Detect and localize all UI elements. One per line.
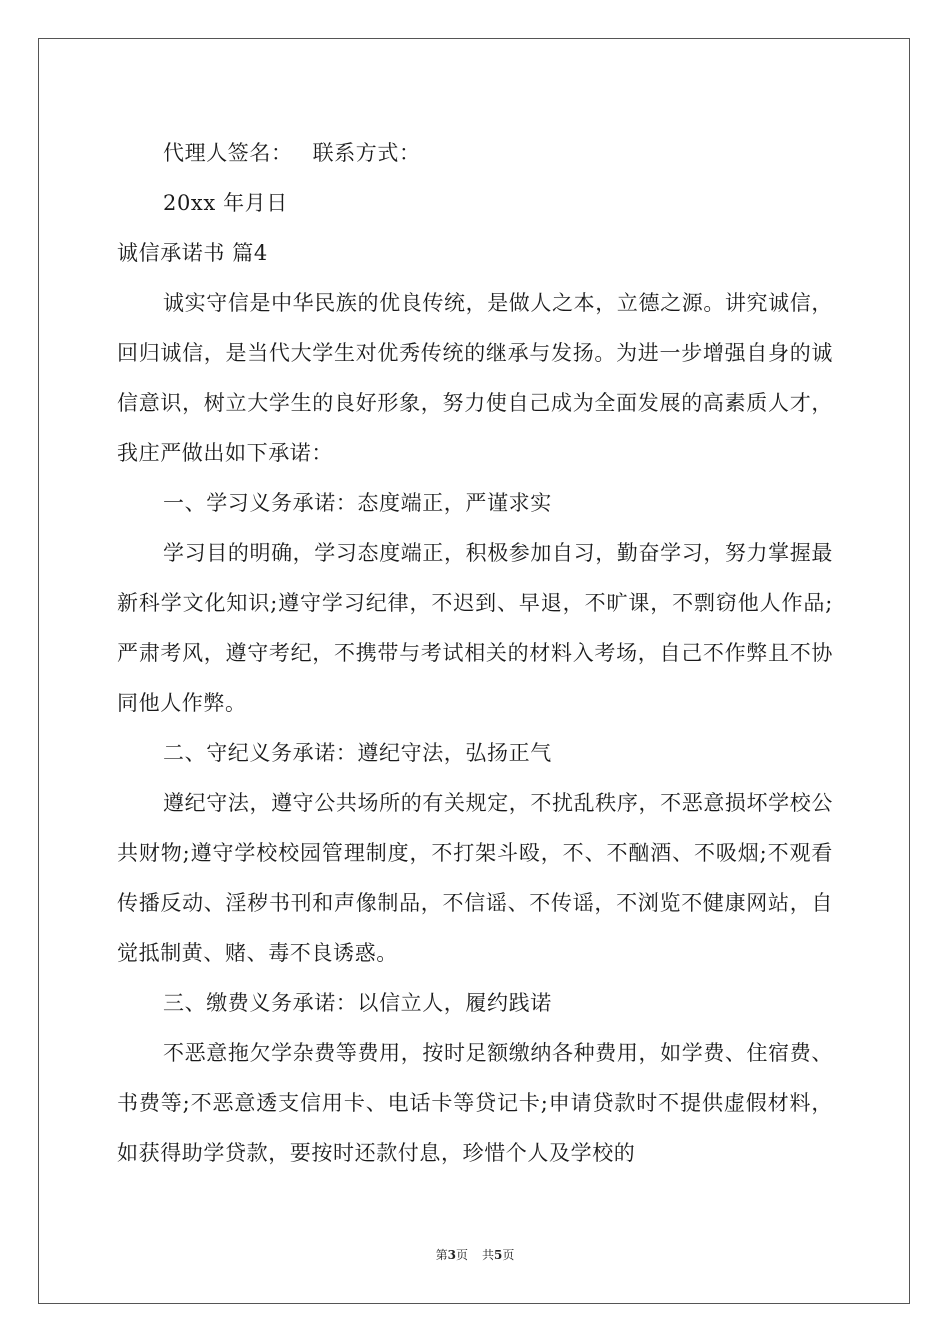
intro-paragraph: 诚实守信是中华民族的优良传统，是做人之本，立德之源。讲究诚信，回归诚信，是当代大学生对优秀传统的继承与发扬。为进一步增强自身的诚信意识，树立大学生的良好形象，努力使自己成为全面发展的高素质人才，我庄严做出如下承诺： (117, 291, 833, 465)
current-page-number: 3 (447, 1248, 456, 1262)
total-suffix: 页 (502, 1248, 515, 1262)
item-heading-3: 三、缴费义务承诺：以信立人，履约践诺 (163, 991, 552, 1015)
document-body (117, 128, 833, 1178)
item-body-3: 不恶意拖欠学杂费等费用，按时足额缴纳各种费用，如学费、住宿费、书费等;不恶意透支信用卡、电话卡等贷记卡;申请贷款时不提供虚假材料，如获得助学贷款，要按时还款付息，珍惜个人及学校的 (117, 1041, 833, 1165)
signature-line (117, 128, 833, 178)
total-pages-number: 5 (494, 1248, 503, 1262)
agent-signature-label: 代理人签名： (163, 141, 293, 165)
page-suffix: 页 (455, 1248, 468, 1262)
contact-label: 联系方式： (312, 141, 421, 165)
item-heading-2: 二、守纪义务承诺：遵纪守法，弘扬正气 (163, 741, 552, 765)
page-footer (0, 1246, 950, 1263)
item-heading-1: 一、学习义务承诺：态度端正，严谨求实 (163, 491, 552, 515)
page-prefix: 第 (435, 1248, 448, 1262)
section-heading: 诚信承诺书 篇4 (117, 241, 268, 265)
date-line: 20xx 年月日 (163, 191, 288, 215)
item-body-2: 遵纪守法，遵守公共场所的有关规定，不扰乱秩序，不恶意损坏学校公共财物;遵守学校校园管理制度，不打架斗殴，不、不酗酒、不吸烟;不观看传播反动、淫秽书刊和声像制品，不信谣、不传谣，不浏览不健康网站，自觉抵制黄、赌、毒不良诱惑。 (117, 791, 833, 965)
item-body-1: 学习目的明确，学习态度端正，积极参加自习，勤奋学习，努力掌握最新科学文化知识;遵守学习纪律，不迟到、早退，不旷课，不剽窃他人作品;严肃考风，遵守考纪，不携带与考试相关的材料入考场，自己不作弊且不协同他人作弊。 (117, 541, 833, 715)
total-prefix: 共 (482, 1248, 495, 1262)
